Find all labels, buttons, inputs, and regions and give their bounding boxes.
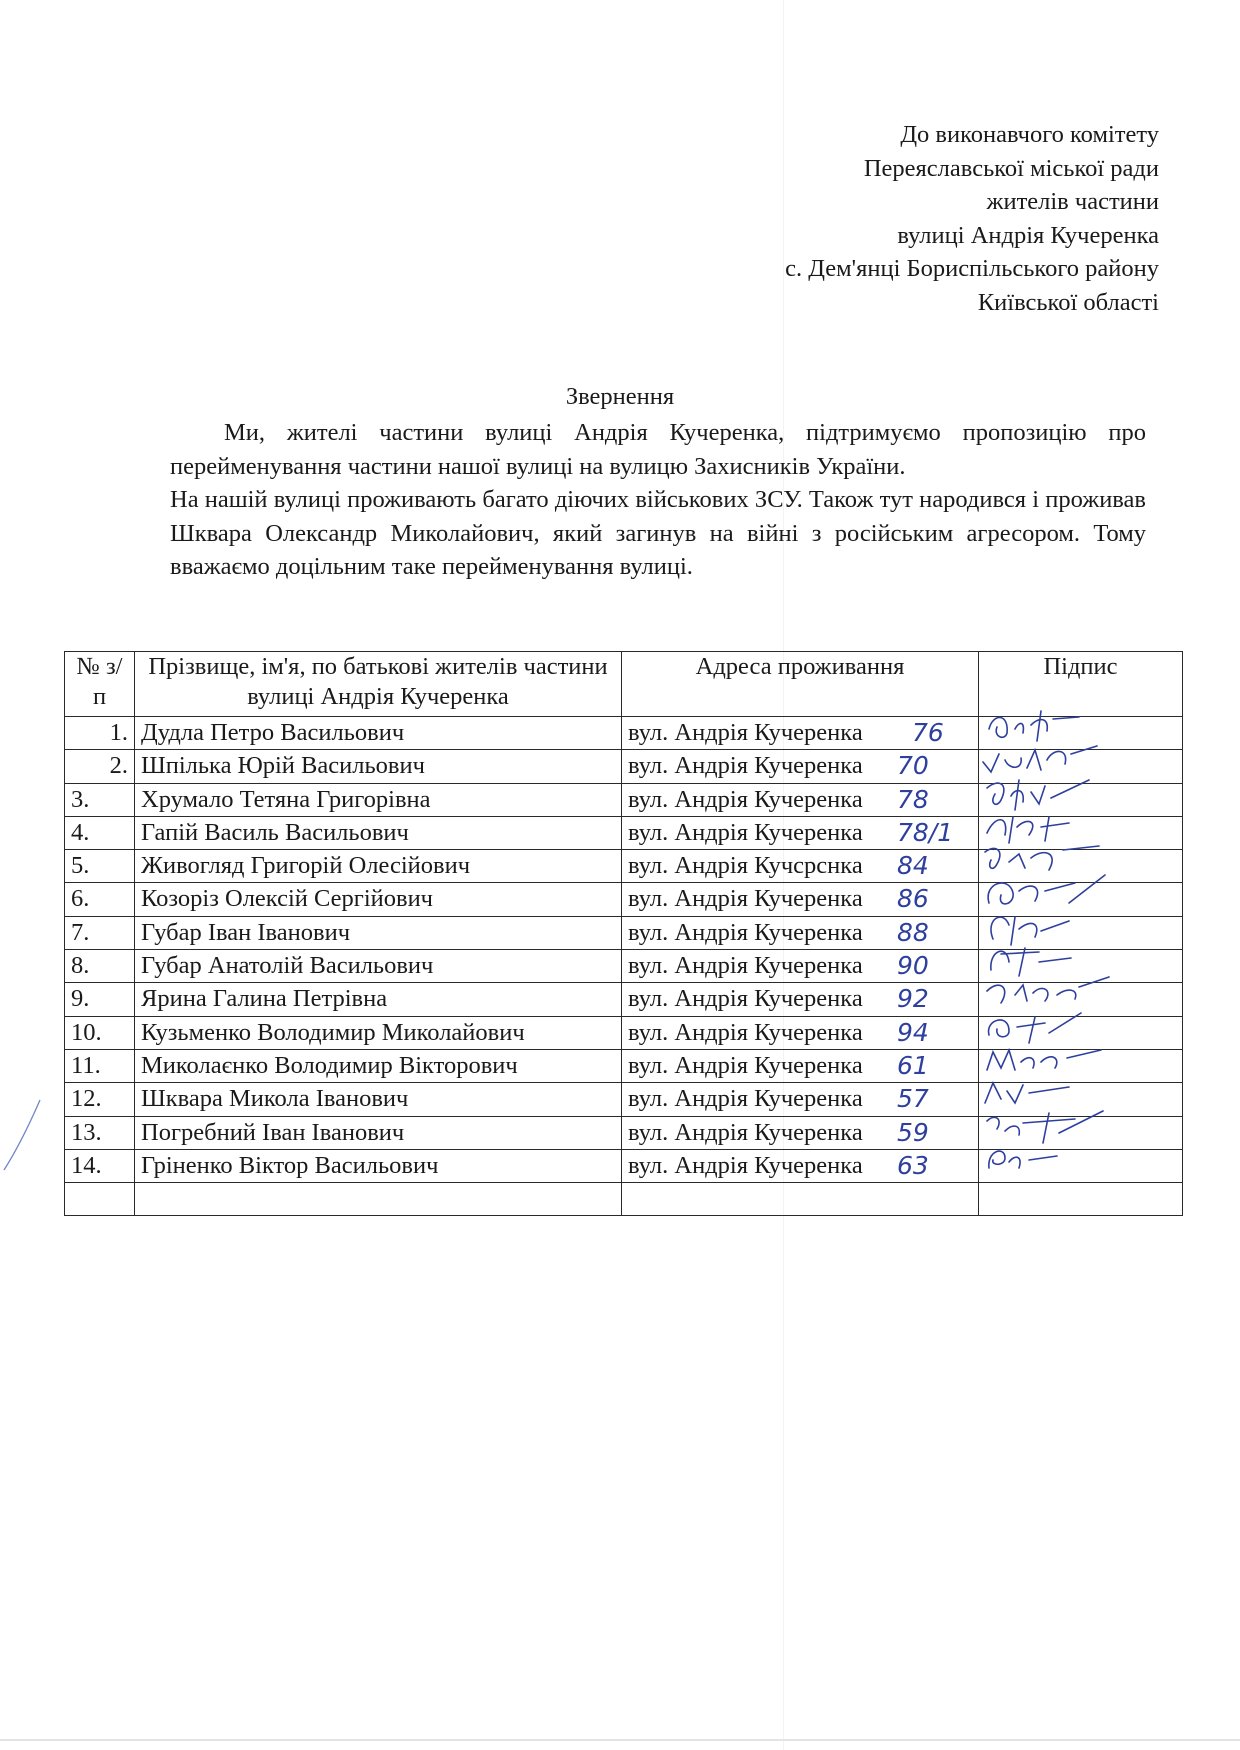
handwritten-house-number: 59 (897, 1117, 929, 1147)
row-number: 10. (65, 1016, 135, 1049)
resident-name: Губар Анатолій Васильович (135, 950, 622, 983)
resident-address (622, 1149, 979, 1182)
table-row (65, 1149, 1183, 1182)
header-address: Адреса проживання (622, 652, 979, 717)
signature-cell (979, 1183, 1183, 1216)
appeal-text (170, 416, 1146, 584)
street-name: вул. Андрія Кучсрснка (628, 852, 863, 880)
street-name: вул. Андрія Кучеренка (628, 952, 863, 980)
table-row (65, 1183, 1183, 1216)
resident-address (622, 1183, 979, 1216)
street-name: вул. Андрія Кучеренка (628, 918, 863, 946)
street-name: вул. Андрія Кучеренка (628, 719, 863, 746)
handwritten-house-number: 76 (912, 718, 944, 747)
addressee-line: Київської області (977, 288, 1159, 316)
resident-address (622, 1016, 979, 1049)
street-name: вул. Андрія Кучеренка (628, 1051, 863, 1079)
row-number: 4. (65, 816, 135, 849)
addressee-line: с. Дем'янці Бориспільського району (785, 255, 1159, 282)
signature-table (64, 651, 1183, 1216)
street-name: вул. Андрія Кучеренка (628, 985, 863, 1013)
header-name: Прізвище, ім'я, по батькові жителів частини вулиці Андрія Кучеренка (135, 652, 622, 717)
resident-name: Гапій Василь Васильович (135, 816, 622, 849)
street-name: вул. Андрія Кучеренка (628, 1085, 863, 1113)
resident-name: Живогляд Григорій Олесійович (135, 850, 622, 883)
resident-address (622, 1083, 979, 1116)
row-number: 14. (65, 1149, 135, 1182)
table-body (65, 717, 1183, 1216)
resident-address (622, 850, 979, 883)
handwritten-house-number: 94 (897, 1017, 929, 1047)
resident-address (622, 783, 979, 816)
resident-address (622, 717, 979, 750)
header-num: № з/п (65, 652, 135, 717)
resident-name: Дудла Петро Васильович (135, 717, 622, 750)
addressee-line: жителів частини (986, 188, 1159, 215)
street-name: вул. Андрія Кучеренка (628, 1151, 863, 1179)
resident-name: Кузьменко Володимир Миколайович (135, 1016, 622, 1049)
handwritten-house-number: 63 (897, 1150, 929, 1180)
row-number: 3. (65, 783, 135, 816)
header-signature: Підпис (979, 652, 1183, 717)
resident-name: Губар Іван Іванович (135, 916, 622, 949)
street-name: вул. Андрія Кучеренка (628, 818, 863, 846)
row-number: 11. (65, 1049, 135, 1082)
resident-address (622, 950, 979, 983)
addressee-line: Переяславської міської ради (863, 154, 1159, 182)
resident-address (622, 1116, 979, 1149)
resident-address (622, 750, 979, 783)
handwritten-house-number: 84 (897, 851, 929, 881)
resident-name: Миколаєнко Володимир Вікторович (135, 1049, 622, 1082)
addressee-line: вулиці Андрія Кучеренка (897, 221, 1159, 249)
row-number (65, 1183, 135, 1216)
resident-name: Ярина Галина Петрівна (135, 983, 622, 1016)
signature-cell (979, 1149, 1183, 1182)
addressee-block (785, 118, 1159, 319)
pen-margin-mark (0, 1098, 60, 1178)
page-bottom-edge (0, 1739, 1240, 1741)
appeal-paragraph-2: На нашій вулиці проживають багато діючих військових ЗСУ. Також тут народився і проживав Шквара Олександр Миколайович, який загинув на війні з російським агресором. Тому вважаємо доцільним таке перейменування вулиці. (170, 486, 1146, 580)
resident-address (622, 816, 979, 849)
addressee-line: До виконавчого комітету (900, 121, 1159, 148)
handwritten-house-number: 57 (897, 1084, 929, 1114)
row-number: 7. (65, 916, 135, 949)
handwritten-house-number: 88 (897, 917, 929, 947)
street-name: вул. Андрія Кучеренка (628, 785, 863, 813)
resident-name (135, 1183, 622, 1216)
resident-name: Погребний Іван Іванович (135, 1116, 622, 1149)
resident-name: Хрумало Тетяна Григорівна (135, 783, 622, 816)
row-number: 1. (65, 717, 135, 750)
handwritten-signature (979, 1140, 1169, 1188)
resident-name: Гріненко Віктор Васильович (135, 1149, 622, 1182)
row-number: 12. (65, 1083, 135, 1116)
handwritten-house-number: 86 (897, 884, 929, 914)
handwritten-house-number: 78/1 (897, 817, 954, 847)
resident-name: Козоріз Олексій Сергійович (135, 883, 622, 916)
handwritten-house-number: 61 (897, 1050, 929, 1080)
street-name: вул. Андрія Кучеренка (628, 752, 863, 780)
row-number: 5. (65, 850, 135, 883)
handwritten-house-number: 92 (897, 984, 929, 1014)
resident-address (622, 1049, 979, 1082)
handwritten-house-number: 70 (897, 751, 929, 781)
row-number: 6. (65, 883, 135, 916)
appeal-paragraph-1: Ми, жителі частини вулиці Андрія Кучеренка, підтримуємо пропозицію про перейменування частини нашої вулиці на вулицю Захисників України. (170, 419, 1146, 480)
street-name: вул. Андрія Кучеренка (628, 1118, 863, 1146)
document-heading: Звернення (565, 383, 675, 410)
resident-name: Шквара Микола Іванович (135, 1083, 622, 1116)
row-number: 2. (65, 750, 135, 783)
row-number: 9. (65, 983, 135, 1016)
handwritten-house-number: 78 (897, 784, 929, 814)
street-name: вул. Андрія Кучеренка (628, 1018, 863, 1046)
resident-address (622, 916, 979, 949)
row-number: 13. (65, 1116, 135, 1149)
handwritten-house-number: 90 (897, 951, 929, 981)
street-name: вул. Андрія Кучеренка (628, 885, 863, 913)
resident-name: Шпілька Юрій Васильович (135, 750, 622, 783)
resident-address (622, 883, 979, 916)
row-number: 8. (65, 950, 135, 983)
resident-address (622, 983, 979, 1016)
